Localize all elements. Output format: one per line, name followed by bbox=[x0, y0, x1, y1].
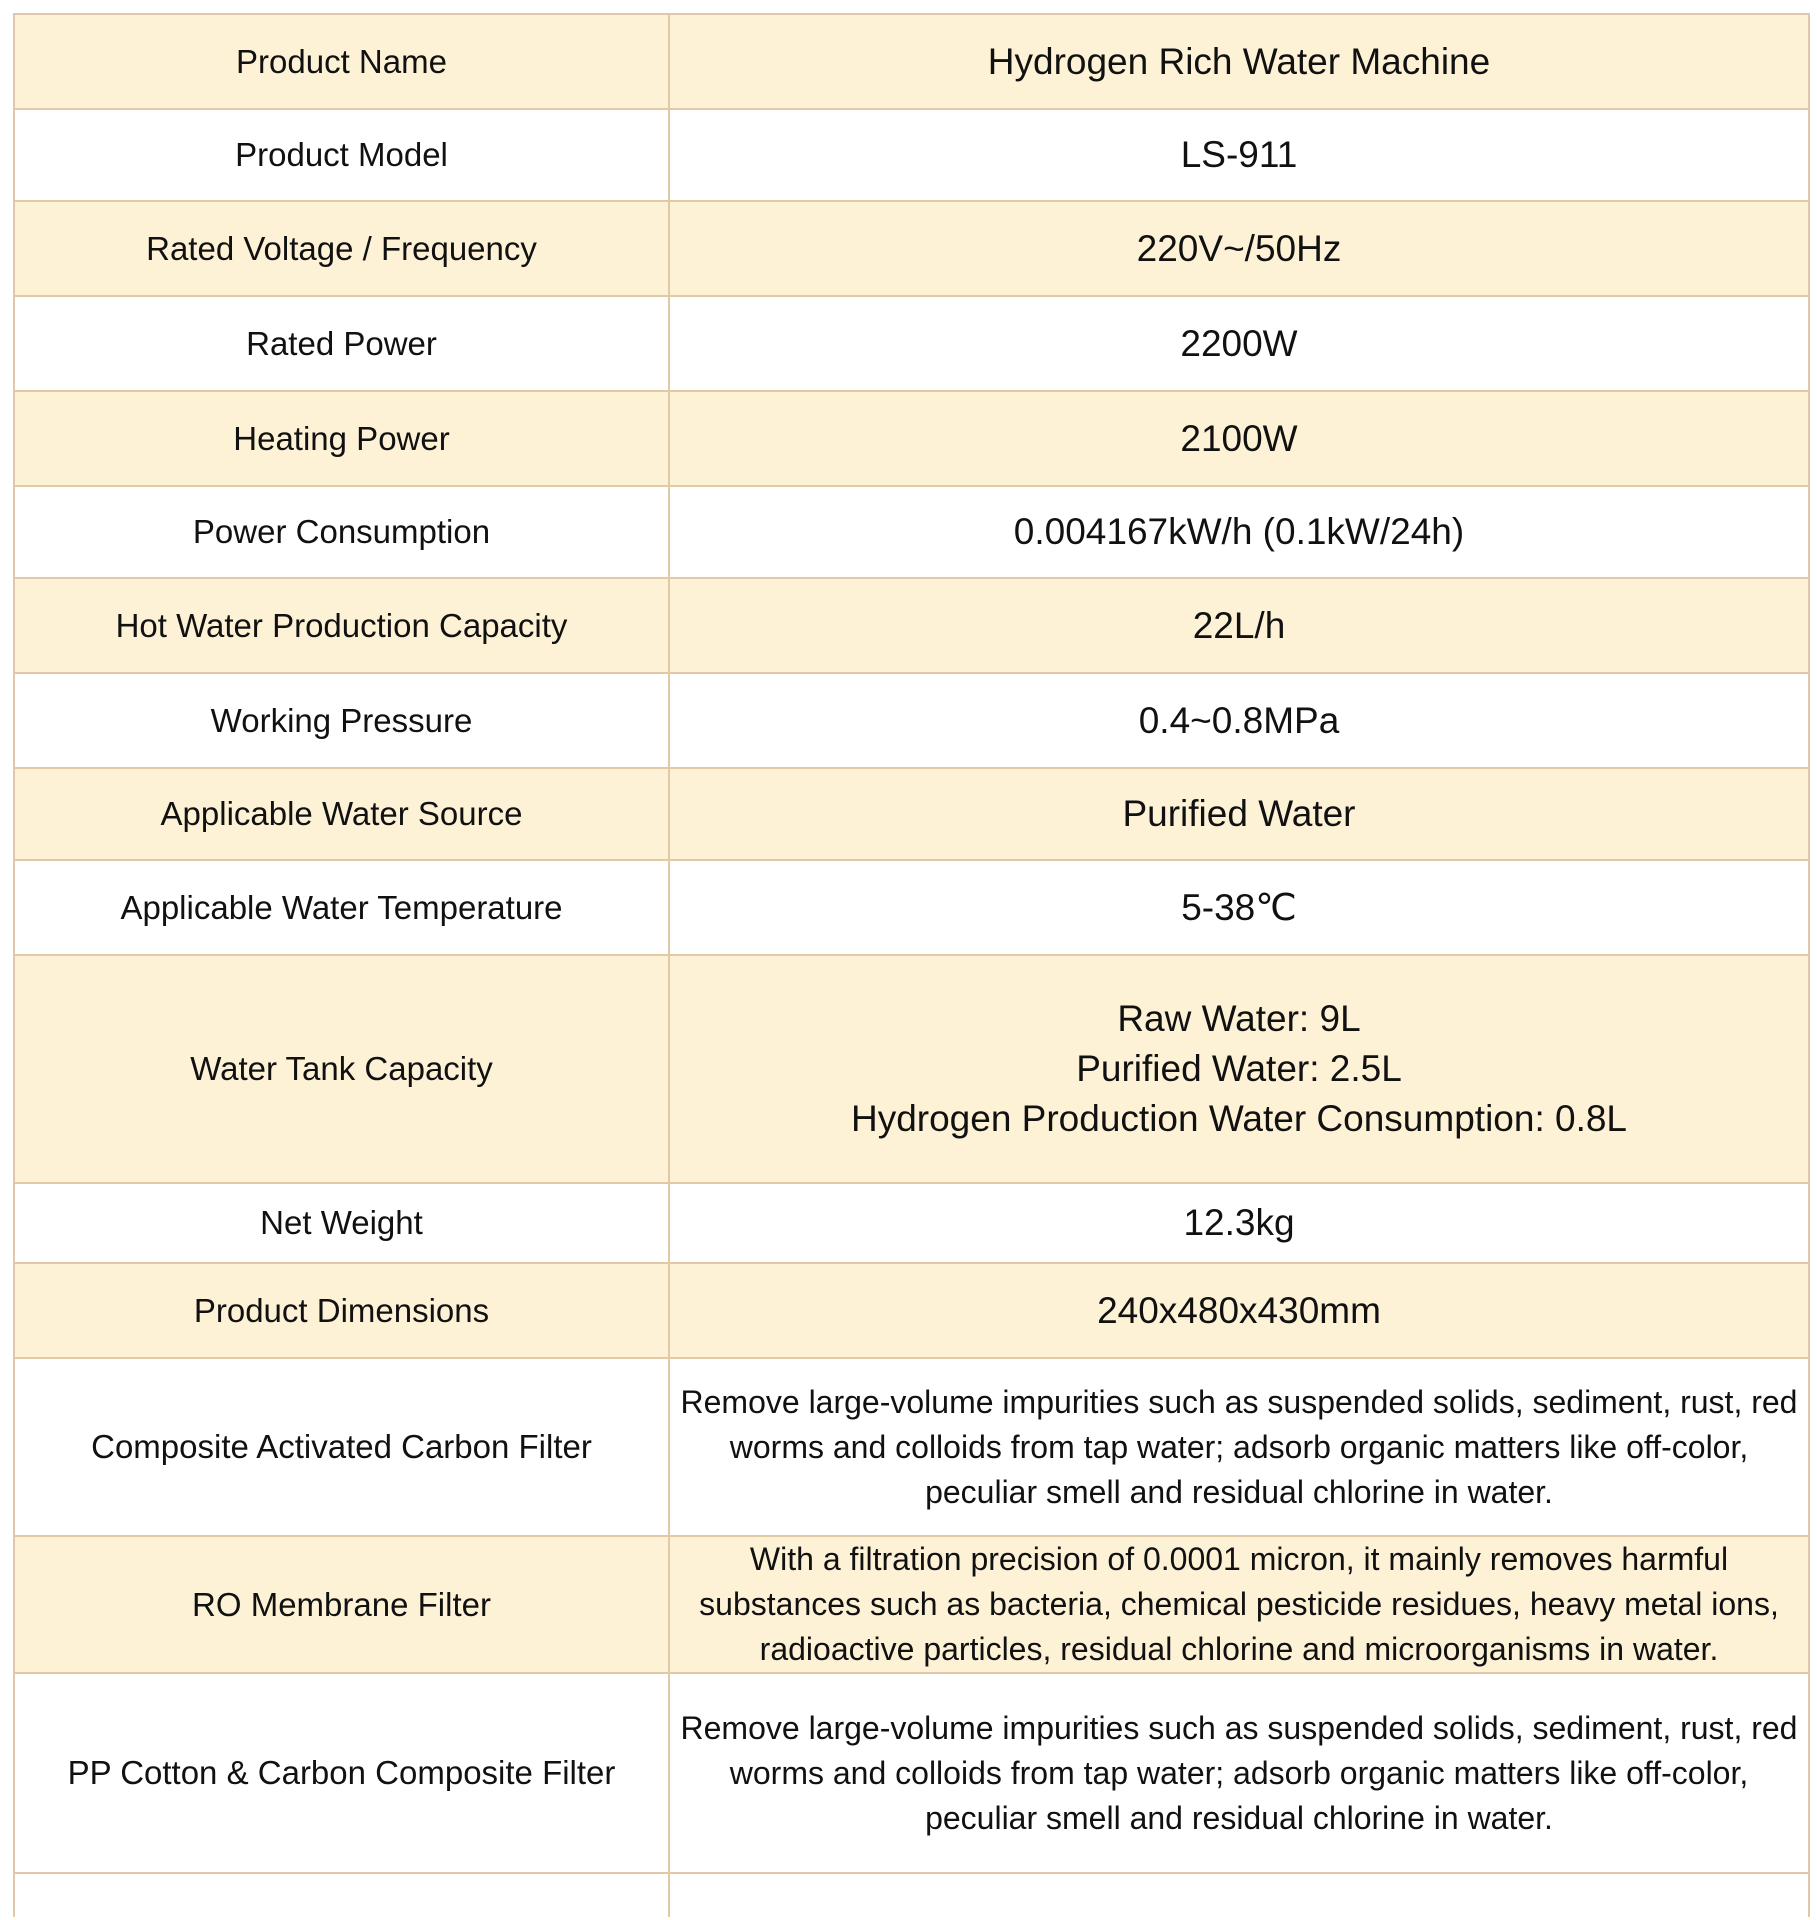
spec-value: With a filtration precision of 0.0001 micron, it mainly removes harmful substances such as bacteria, chemical pesticide residues, heavy metal ions, radioactive particles, residual chlorine and microorganisms in water. bbox=[669, 1536, 1809, 1673]
spec-table bbox=[13, 13, 1810, 1917]
spec-value: 220V~/50Hz bbox=[669, 201, 1809, 296]
spec-value: Remove large-volume impurities such as suspended solids, sediment, rust, red worms and colloids from tap water; adsorb organic matters like off-color, peculiar smell and residual chlorine in water. bbox=[669, 1358, 1809, 1536]
spec-label: PP Cotton & Carbon Composite Filter bbox=[14, 1673, 669, 1873]
spec-value: 0.4~0.8MPa bbox=[669, 673, 1809, 768]
spec-row-carbon-filter bbox=[14, 1358, 1809, 1536]
spec-label: Applicable Water Source bbox=[14, 768, 669, 860]
spec-label: Rated Power bbox=[14, 296, 669, 391]
spec-value: Hydrogen Rich Water Machine bbox=[669, 14, 1809, 109]
spec-label: Power Consumption bbox=[14, 486, 669, 578]
spec-row-ro-membrane bbox=[14, 1536, 1809, 1673]
spec-row-product-name bbox=[14, 14, 1809, 109]
spec-value: Remove large-volume impurities such as suspended solids, sediment, rust, red worms and colloids from tap water; adsorb organic matters like off-color, peculiar smell and residual chlorine in water. bbox=[669, 1673, 1809, 1873]
spec-label: Product Name bbox=[14, 14, 669, 109]
spec-value: 22L/h bbox=[669, 578, 1809, 673]
spec-row-water-temperature bbox=[14, 860, 1809, 955]
spec-row-working-pressure bbox=[14, 673, 1809, 768]
empty-cell bbox=[669, 1873, 1809, 1917]
spec-value-line: Raw Water: 9L bbox=[1117, 998, 1361, 1039]
spec-label: Product Model bbox=[14, 109, 669, 201]
spec-value bbox=[669, 955, 1809, 1183]
spec-value: Purified Water bbox=[669, 768, 1809, 860]
spec-value: 2100W bbox=[669, 391, 1809, 486]
spec-row-water-tank-capacity bbox=[14, 955, 1809, 1183]
spec-row-pp-cotton-filter bbox=[14, 1673, 1809, 1873]
spec-row-product-model bbox=[14, 109, 1809, 201]
spec-label: Rated Voltage / Frequency bbox=[14, 201, 669, 296]
spec-row-empty bbox=[14, 1873, 1809, 1917]
spec-row-heating-power bbox=[14, 391, 1809, 486]
spec-value: LS-911 bbox=[669, 109, 1809, 201]
spec-label: Product Dimensions bbox=[14, 1263, 669, 1358]
spec-label: Water Tank Capacity bbox=[14, 955, 669, 1183]
spec-value: 240x480x430mm bbox=[669, 1263, 1809, 1358]
spec-value-line: Purified Water: 2.5L bbox=[1076, 1048, 1402, 1089]
spec-label: Heating Power bbox=[14, 391, 669, 486]
spec-row-rated-power bbox=[14, 296, 1809, 391]
spec-label: Applicable Water Temperature bbox=[14, 860, 669, 955]
spec-value-line: Hydrogen Production Water Consumption: 0.8L bbox=[850, 1098, 1628, 1139]
spec-row-rated-voltage bbox=[14, 201, 1809, 296]
spec-row-net-weight bbox=[14, 1183, 1809, 1263]
spec-row-hot-water-capacity bbox=[14, 578, 1809, 673]
spec-label: Composite Activated Carbon Filter bbox=[14, 1358, 669, 1536]
spec-value: 5-38℃ bbox=[669, 860, 1809, 955]
spec-value: 0.004167kW/h (0.1kW/24h) bbox=[669, 486, 1809, 578]
spec-value: 2200W bbox=[669, 296, 1809, 391]
spec-label: Hot Water Production Capacity bbox=[14, 578, 669, 673]
spec-label: RO Membrane Filter bbox=[14, 1536, 669, 1673]
empty-cell bbox=[14, 1873, 669, 1917]
spec-label: Net Weight bbox=[14, 1183, 669, 1263]
spec-label: Working Pressure bbox=[14, 673, 669, 768]
spec-value: 12.3kg bbox=[669, 1183, 1809, 1263]
spec-row-water-source bbox=[14, 768, 1809, 860]
spec-row-power-consumption bbox=[14, 486, 1809, 578]
spec-row-product-dimensions bbox=[14, 1263, 1809, 1358]
